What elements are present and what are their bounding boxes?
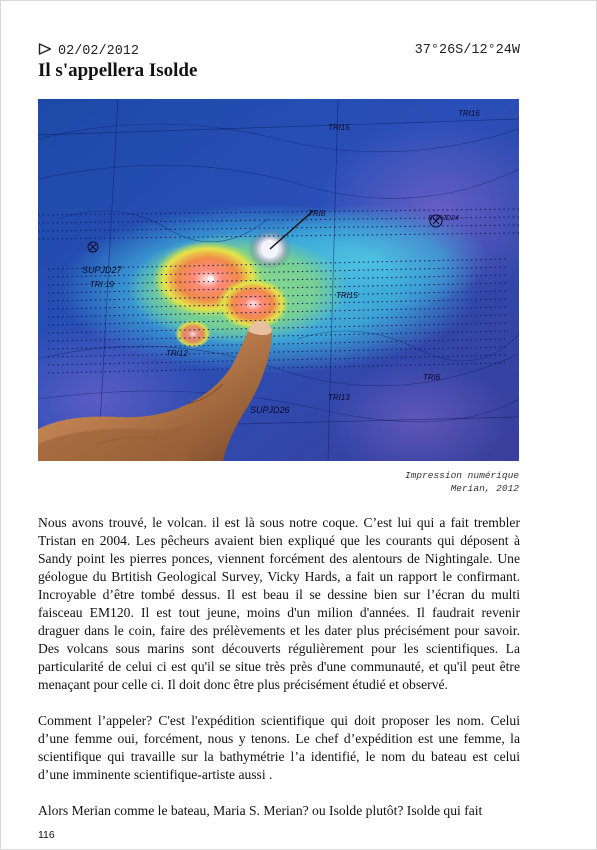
- page-number: 116: [38, 829, 55, 841]
- entry-title: Il s'appellera Isolde: [38, 60, 198, 81]
- paragraph: Nous avons trouvé, le volcan. il est là sous notre coque. C’est lui qui a fait trembler Tristan en 2004. Les pêcheurs avaient bien expliqué que les courants qui déposent à Sandy point les pierres ponces, viennent forcément des alentours de Nightingale. Une géologue du Brtitish Geological Survey, Vicky Hards, a fait un rapport le confirmant. Incroyable d’être tombé dessus. Il est beau il se dessine bien sur l’écran du multi faisceau EM120. Il est tout jeune, moins d'un milion d'années. Il faudrait revenir draguer dans le coin, faire des prélèvements et les dater plus précisément pour savoir. Des volcans sous marins sont découverts régulièrement pour les scientifiques. La particularité de celui ci est qu'il se situe très près d'une communauté, et qu'il peut être menaçant pour celle ci. Il doit donc être plus précisément étudié et observé.: [38, 515, 520, 692]
- paragraph: Alors Merian comme le bateau, Maria S. Merian? ou Isolde plutôt? Isolde qui fait: [38, 803, 483, 818]
- photo-label-supjd27: SUPJD27: [82, 265, 122, 275]
- header: [38, 43, 520, 59]
- play-triangle-icon: [38, 43, 52, 55]
- article-body: [38, 514, 520, 838]
- photo-label-supjd24: SUPJD24: [428, 215, 459, 222]
- photo-label-tri6: TRI6: [423, 373, 441, 382]
- photo-label-tri8: TRI8: [308, 209, 326, 218]
- entry-date: 02/02/2012: [58, 44, 140, 59]
- photo-label-tri12: TRI12: [166, 349, 188, 358]
- photo-label-supjd26: SUPJD26: [250, 405, 290, 415]
- header-date-group: [38, 43, 139, 59]
- paragraph: Comment l’appeler? C'est l'expédition scientifique qui doit proposer les nom. Celui d’une femme oui, forcément, nous y tenons. Le chef d’expédition est une femme, la scientifique qui travaille sur la bathymétrie l’a identifié, le nom du bateau est celui d’une imminente scientifique-artiste aussi .: [38, 713, 520, 782]
- bathymetry-photo: [38, 99, 519, 461]
- photo-label-tri19: TRI 19: [90, 280, 115, 289]
- photo-label-tri15: TRI15: [328, 123, 350, 132]
- photo-label-tri15-b: TRI15: [336, 291, 358, 300]
- photo-label-tri13: TRI13: [328, 393, 350, 402]
- caption-line-1: Impression numérique: [404, 470, 519, 481]
- entry-coordinates: 37°26S/12°24W: [414, 43, 520, 58]
- photo-label-tri16: TRI16: [458, 109, 480, 118]
- caption-line-2: Merian, 2012: [450, 483, 519, 494]
- photo-caption: [405, 469, 519, 495]
